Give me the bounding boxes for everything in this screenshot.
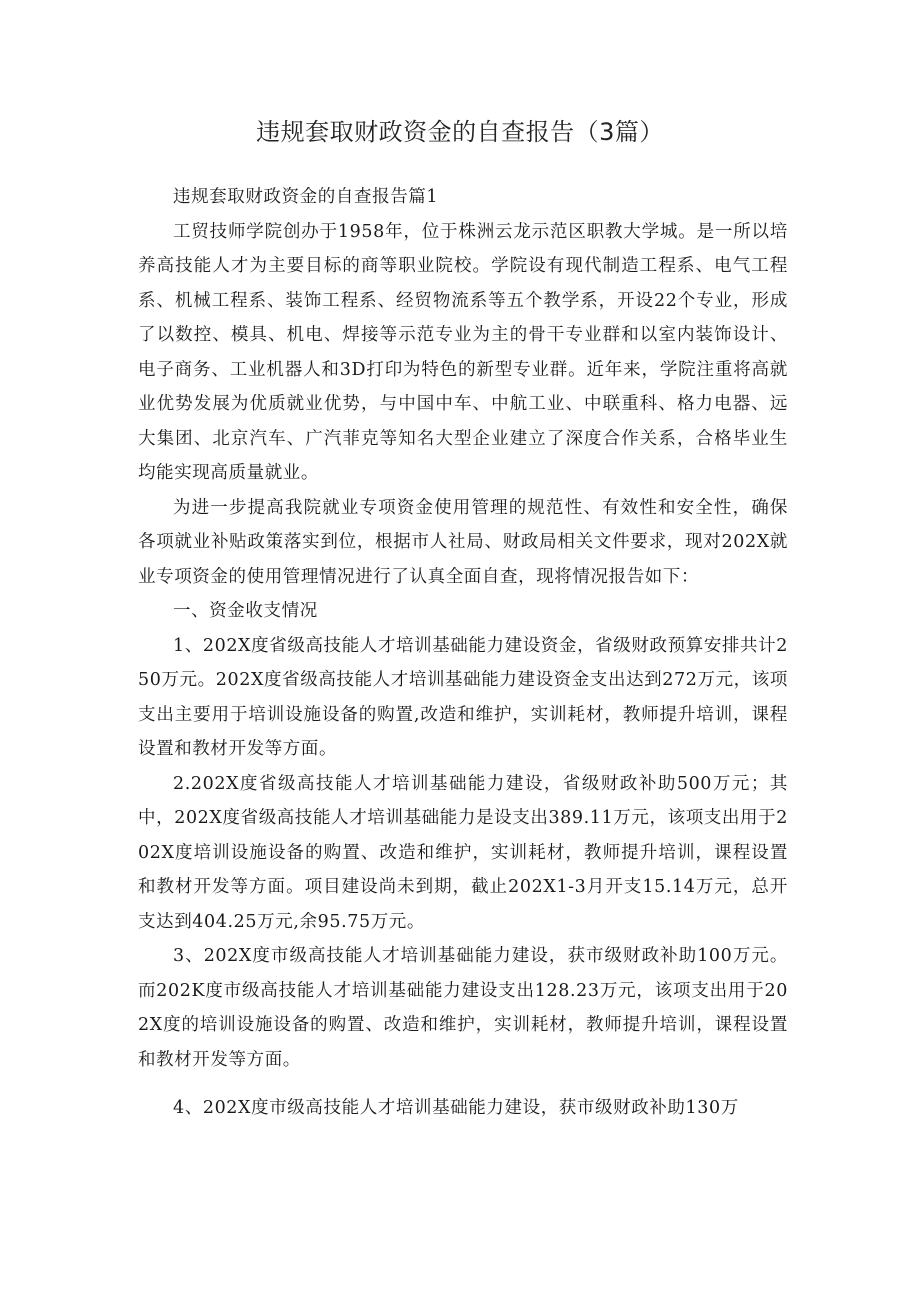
paragraph-item-1: 1、202X度省级高技能人才培训基础能力建设资金，省级财政预算安排共计250万元。202X度省级高技能人才培训基础能力建设资金支出达到272万元，该项支出主要用于培训设施设备的购置,改造和维护，实训耗材，教师提升培训，课程设置和教材开发等方面。 [138, 635, 788, 759]
subsection-heading: 一、资金收支情况 [173, 601, 318, 621]
paragraph-intro: 工贸技师学院创办于1958年，位于株洲云龙示范区职教大学城。是一所以培养高技能人才为主要目标的商等职业院校。学院设有现代制造工程系、电气工程系、机械工程系、装饰工程系、经贸物流系等五个教学系，开设22个专业，形成了以数控、模具、机电、焊接等示范专业为主的骨干专业群和以室内装饰设计、电子商务、工业机器人和3D打印为特色的新型专业群。近年来，学院注重将高就业优势发展为优质就业优势，与中国中车、中航工业、中联重科、格力电器、远大集团、北京汽车、广汽菲克等知名大型企业建立了深度合作关系，合格毕业生均能实现高质量就业。 [138, 221, 788, 483]
document-body [138, 180, 788, 1126]
paragraph-item-3: 3、202X度市级高技能人才培训基础能力建设，获市级财政补助100万元。而202K度市级高技能人才培训基础能力建设支出128.23万元，该项支出用于202X度的培训设施设备的购置、改造和维护，实训耗材，教师提升培训，课程设置和教材开发等方面。 [138, 946, 788, 1070]
paragraph-item-4: 4、202X度市级高技能人才培训基础能力建设，获市级财政补助130万 [173, 1098, 739, 1118]
document-title: 违规套取财政资金的自查报告（3篇） [256, 118, 664, 146]
paragraph-item-2: 2.202X度省级高技能人才培训基础能力建设，省级财政补助500万元；其中，202X度省级高技能人才培训基础能力是设支出389.11万元，该项支出用于202X度培训设施设备的购置、改造和维护，实训耗材，教师提升培训，课程设置和教材开发等方面。项目建设尚未到期，截止202X1-3月开支15.14万元，总开支达到404.25万元,余95.75万元。 [138, 773, 788, 932]
section-heading: 违规套取财政资金的自查报告篇1 [173, 187, 439, 207]
paragraph-purpose: 为进一步提高我院就业专项资金使用管理的规范性、有效性和安全性，确保各项就业补贴政策落实到位，根据市人社局、财政局相关文件要求，现对202X就业专项资金的使用管理情况进行了认真全面自查，现将情况报告如下： [138, 497, 788, 587]
